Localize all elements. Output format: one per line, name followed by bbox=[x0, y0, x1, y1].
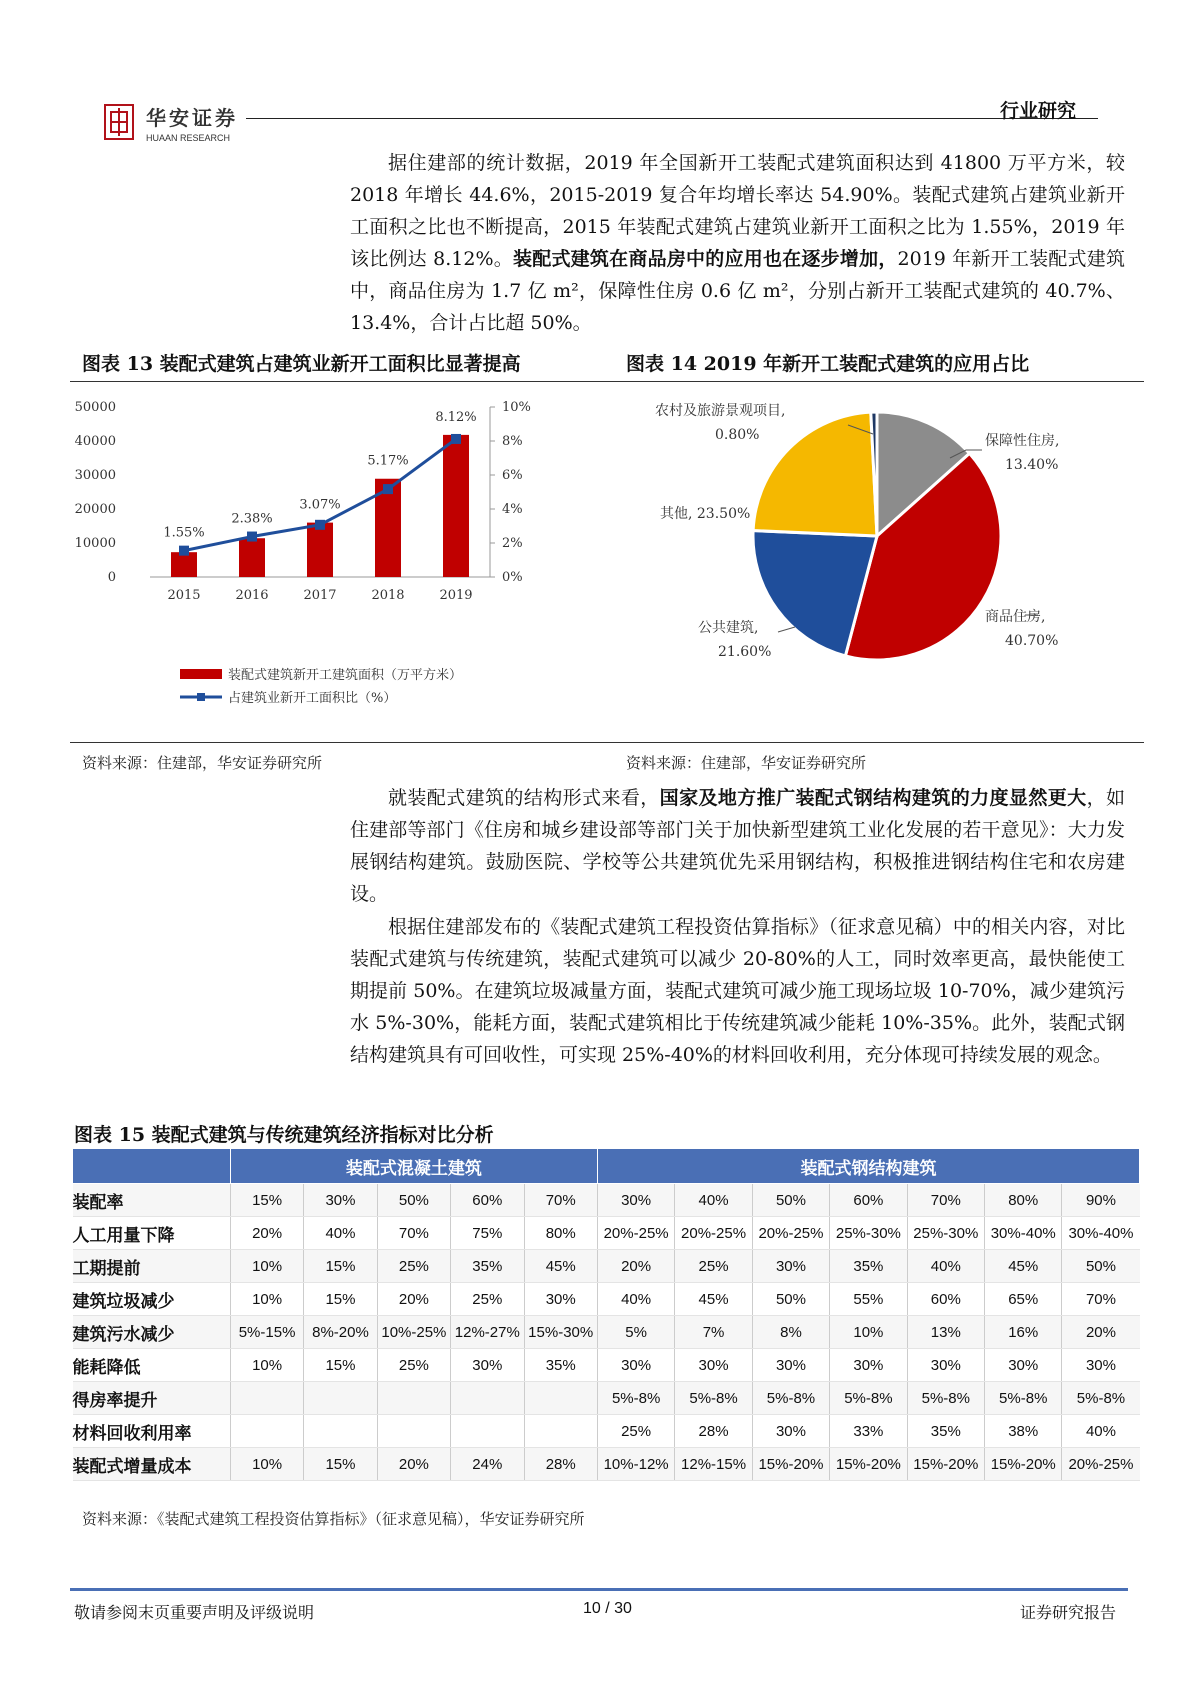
table-cell: 25% bbox=[451, 1283, 524, 1316]
table-cell: 20% bbox=[377, 1283, 450, 1316]
table-cell: 30%-40% bbox=[1062, 1217, 1140, 1250]
table-cell: 15%-20% bbox=[830, 1448, 907, 1481]
table-cell: 8%-20% bbox=[304, 1316, 377, 1349]
table15-source: 资料来源：《装配式建筑工程投资估算指标》（征求意见稿），华安证券研究所 bbox=[82, 1510, 585, 1528]
y-tick-label: 20000 bbox=[74, 502, 116, 517]
table-cell: 10%-25% bbox=[377, 1316, 450, 1349]
table-cell: 20%-25% bbox=[752, 1217, 829, 1250]
y-tick-label: 30000 bbox=[74, 468, 116, 483]
para1-bold: 装配式建筑在商品房中的应用也在逐步增加， bbox=[513, 248, 898, 270]
brand-subtitle: HUAAN RESEARCH bbox=[146, 133, 231, 143]
table-cell: 15% bbox=[304, 1448, 377, 1481]
footer-divider bbox=[70, 1588, 1128, 1591]
table-cell: 30% bbox=[907, 1349, 984, 1382]
table-cell bbox=[377, 1382, 450, 1415]
y-tick-label: 10000 bbox=[74, 536, 116, 551]
row-header: 装配式增量成本 bbox=[73, 1448, 231, 1481]
table-row bbox=[73, 1184, 1140, 1217]
table-cell: 16% bbox=[985, 1316, 1062, 1349]
table-cell: 5% bbox=[597, 1316, 674, 1349]
table-cell: 28% bbox=[675, 1415, 752, 1448]
ratio-point-2016 bbox=[247, 532, 257, 542]
table-cell: 60% bbox=[907, 1283, 984, 1316]
table-cell: 25% bbox=[675, 1250, 752, 1283]
table-cell: 35% bbox=[524, 1349, 597, 1382]
table-cell: 70% bbox=[524, 1184, 597, 1217]
table-cell bbox=[524, 1382, 597, 1415]
table-cell: 12%-27% bbox=[451, 1316, 524, 1349]
figure-top-rule bbox=[70, 381, 1144, 382]
row-header: 工期提前 bbox=[73, 1250, 231, 1283]
row-header: 建筑垃圾减少 bbox=[73, 1283, 231, 1316]
table-cell bbox=[377, 1415, 450, 1448]
y-tick-label: 50000 bbox=[74, 400, 116, 415]
table-cell: 5%-8% bbox=[830, 1382, 907, 1415]
y2-tick-label: 4% bbox=[502, 502, 523, 517]
table-cell: 10% bbox=[230, 1250, 303, 1283]
table-cell: 40% bbox=[304, 1217, 377, 1250]
brand-name: 华安证券 bbox=[146, 106, 238, 130]
x-tick-label: 2019 bbox=[439, 588, 473, 603]
ratio-label-2016: 2.38% bbox=[231, 511, 273, 527]
table-cell: 70% bbox=[377, 1217, 450, 1250]
figure-bottom-rule bbox=[70, 742, 1144, 743]
pie-label-4: 农村及旅游景观项目, bbox=[655, 403, 786, 419]
section-label: 行业研究 bbox=[1000, 100, 1077, 122]
table-cell: 8% bbox=[752, 1316, 829, 1349]
table-cell: 35% bbox=[907, 1415, 984, 1448]
table-cell: 30% bbox=[451, 1349, 524, 1382]
table-cell: 10% bbox=[230, 1283, 303, 1316]
table-cell: 5%-8% bbox=[675, 1382, 752, 1415]
table-cell: 15% bbox=[304, 1250, 377, 1283]
table-row bbox=[73, 1283, 1140, 1316]
table-cell: 20% bbox=[1062, 1316, 1140, 1349]
table-row bbox=[73, 1349, 1140, 1382]
row-header: 人工用量下降 bbox=[73, 1217, 231, 1250]
table-cell: 20% bbox=[230, 1217, 303, 1250]
table-cell: 50% bbox=[1062, 1250, 1140, 1283]
table-cell: 28% bbox=[524, 1448, 597, 1481]
para1-text: 据住建部的统计数据，2019 年全国新开工装配式建筑面积达到 41800 万平方米，较 2018 年增长 44.6%，2015-2019 复合年均增长率达 54.90%。装配式建筑占建筑业新开工面积之比也不断提高，2015 年装配式建筑占建筑业新开工面积之比为 1.55%，2019 年该比例达 8.12%。 bbox=[350, 152, 1125, 270]
y-tick-label: 0 bbox=[107, 570, 116, 585]
ratio-point-2019 bbox=[451, 434, 461, 444]
legend-line-label: 占建筑业新开工面积比（%） bbox=[228, 691, 397, 706]
pie-value-4: 0.80% bbox=[715, 427, 760, 443]
row-header: 材料回收利用率 bbox=[73, 1415, 231, 1448]
row-header: 得房率提升 bbox=[73, 1382, 231, 1415]
table-cell: 15% bbox=[230, 1184, 303, 1217]
y2-tick-label: 0% bbox=[502, 570, 523, 585]
table-cell: 30% bbox=[752, 1349, 829, 1382]
row-header: 能耗降低 bbox=[73, 1349, 231, 1382]
table-cell: 45% bbox=[524, 1250, 597, 1283]
ratio-point-2017 bbox=[315, 520, 325, 530]
row-header: 装配率 bbox=[73, 1184, 231, 1217]
figure14-source: 资料来源：住建部，华安证券研究所 bbox=[626, 754, 867, 772]
table-cell: 20% bbox=[377, 1448, 450, 1481]
table-cell: 20%-25% bbox=[675, 1217, 752, 1250]
table-cell: 13% bbox=[907, 1316, 984, 1349]
leader-public bbox=[778, 627, 795, 632]
table-cell: 35% bbox=[830, 1250, 907, 1283]
table-cell: 15%-30% bbox=[524, 1316, 597, 1349]
table-cell bbox=[304, 1415, 377, 1448]
table-cell: 24% bbox=[451, 1448, 524, 1481]
x-tick-label: 2016 bbox=[235, 588, 269, 603]
y2-tick-label: 2% bbox=[502, 536, 523, 551]
table-cell: 25%-30% bbox=[830, 1217, 907, 1250]
table-row bbox=[73, 1382, 1140, 1415]
bar-2019 bbox=[443, 435, 469, 577]
table-cell: 35% bbox=[451, 1250, 524, 1283]
table15-corner bbox=[73, 1149, 231, 1184]
table-cell: 90% bbox=[1062, 1184, 1140, 1217]
table-cell: 30% bbox=[752, 1250, 829, 1283]
table-cell: 5%-8% bbox=[752, 1382, 829, 1415]
bar-2017 bbox=[307, 523, 333, 577]
table-row bbox=[73, 1250, 1140, 1283]
table-row bbox=[73, 1316, 1140, 1349]
y2-tick-label: 10% bbox=[502, 400, 531, 415]
table-cell: 25% bbox=[597, 1415, 674, 1448]
ratio-label-2015: 1.55% bbox=[163, 525, 205, 541]
table-cell: 55% bbox=[830, 1283, 907, 1316]
pie-label-3: 其他, 23.50% bbox=[660, 506, 751, 522]
figure13-chart bbox=[70, 395, 610, 725]
table-cell bbox=[524, 1415, 597, 1448]
legend-line-marker bbox=[197, 693, 205, 701]
para2-text-2: ，如住建部等部门《住房和城乡建设部等部门关于加快新型建筑工业化发展的若干意见》：大力发展钢结构建筑。鼓励医院、学校等公共建筑优先采用钢结构，积极推进钢结构住宅和农房建设。 bbox=[350, 787, 1125, 905]
table-cell: 30% bbox=[524, 1283, 597, 1316]
footer-disclaimer: 敬请参阅末页重要声明及评级说明 bbox=[74, 1603, 315, 1622]
table-cell: 5%-8% bbox=[907, 1382, 984, 1415]
table-cell: 30% bbox=[752, 1415, 829, 1448]
table-cell: 20%-25% bbox=[597, 1217, 674, 1250]
para2-bold: 国家及地方推广装配式钢结构建筑的力度显然更大 bbox=[659, 787, 1087, 809]
pie-slice-3 bbox=[753, 412, 877, 536]
table-cell: 80% bbox=[985, 1184, 1062, 1217]
pie-value-2: 21.60% bbox=[718, 644, 772, 660]
table-cell: 40% bbox=[675, 1184, 752, 1217]
table-cell: 50% bbox=[752, 1184, 829, 1217]
legend-bar-swatch bbox=[180, 669, 222, 679]
table-cell bbox=[230, 1415, 303, 1448]
table-cell: 7% bbox=[675, 1316, 752, 1349]
y2-tick-label: 8% bbox=[502, 434, 523, 449]
table-cell: 5%-8% bbox=[985, 1382, 1062, 1415]
table-cell: 10% bbox=[830, 1316, 907, 1349]
table-cell: 10%-12% bbox=[597, 1448, 674, 1481]
pie-value-1: 40.70% bbox=[1005, 633, 1059, 649]
table-row bbox=[73, 1415, 1140, 1448]
row-header: 建筑污水减少 bbox=[73, 1316, 231, 1349]
table-cell: 70% bbox=[907, 1184, 984, 1217]
table15-header-row bbox=[73, 1149, 1140, 1184]
brand-logo-icon bbox=[104, 104, 134, 140]
table-cell: 30%-40% bbox=[985, 1217, 1062, 1250]
pie-label-1: 商品住房, bbox=[985, 609, 1046, 625]
table-cell: 30% bbox=[304, 1184, 377, 1217]
table-cell: 25%-30% bbox=[907, 1217, 984, 1250]
x-tick-label: 2015 bbox=[167, 588, 201, 603]
table-cell: 10% bbox=[230, 1448, 303, 1481]
para2-text: 就装配式建筑的结构形式来看， bbox=[388, 787, 660, 809]
footer-report-type: 证券研究报告 bbox=[1020, 1603, 1117, 1622]
table-cell: 50% bbox=[377, 1184, 450, 1217]
ratio-label-2017: 3.07% bbox=[299, 497, 341, 513]
x-tick-label: 2017 bbox=[303, 588, 337, 603]
pie-label-2: 公共建筑, bbox=[698, 620, 759, 636]
table-cell: 45% bbox=[985, 1250, 1062, 1283]
table-cell: 40% bbox=[907, 1250, 984, 1283]
table-cell bbox=[451, 1382, 524, 1415]
paragraph-2 bbox=[350, 782, 1125, 910]
table-cell: 50% bbox=[752, 1283, 829, 1316]
bar-2016 bbox=[239, 538, 265, 577]
bar-2015 bbox=[171, 552, 197, 577]
para3-text: 根据住建部发布的《装配式建筑工程投资估算指标》（征求意见稿）中的相关内容，对比装配式建筑与传统建筑，装配式建筑可以减少 20-80%的人工，同时效率更高，最快能使工期提前 50%。在建筑垃圾减量方面，装配式建筑可减少施工现场垃圾 10-70%，减少建筑污水 5%-30%，能耗方面，装配式建筑相比于传统建筑减少能耗 10%-35%。此外，装配式钢结构建筑具有可回收性，可实现 25%-40%的材料回收利用，充分体现可持续发展的观念。 bbox=[350, 916, 1125, 1066]
table-cell: 40% bbox=[597, 1283, 674, 1316]
table15 bbox=[72, 1148, 1140, 1481]
page-number: 10 / 30 bbox=[583, 1600, 632, 1617]
table-cell: 30% bbox=[597, 1184, 674, 1217]
legend-bar-label: 装配式建筑新开工建筑面积（万平方米） bbox=[228, 668, 463, 683]
ratio-point-2015 bbox=[179, 546, 189, 556]
table-cell: 15% bbox=[304, 1283, 377, 1316]
ratio-label-2019: 8.12% bbox=[435, 409, 477, 425]
table-cell: 65% bbox=[985, 1283, 1062, 1316]
table-cell: 30% bbox=[597, 1349, 674, 1382]
figure14-chart bbox=[620, 395, 1140, 695]
x-tick-label: 2018 bbox=[371, 588, 405, 603]
figure14-title: 图表 14 2019 年新开工装配式建筑的应用占比 bbox=[626, 353, 1030, 375]
table-cell: 10% bbox=[230, 1349, 303, 1382]
table-cell bbox=[451, 1415, 524, 1448]
table-cell: 12%-15% bbox=[675, 1448, 752, 1481]
group-concrete: 装配式混凝土建筑 bbox=[230, 1149, 597, 1184]
y2-tick-label: 6% bbox=[502, 468, 523, 483]
table-row bbox=[73, 1448, 1140, 1481]
table-cell: 20%-25% bbox=[1062, 1448, 1140, 1481]
table-cell: 15%-20% bbox=[752, 1448, 829, 1481]
table-cell: 45% bbox=[675, 1283, 752, 1316]
table-cell: 30% bbox=[1062, 1349, 1140, 1382]
paragraph-3 bbox=[350, 911, 1125, 1071]
figure13-source: 资料来源：住建部，华安证券研究所 bbox=[82, 754, 323, 772]
table-cell bbox=[304, 1382, 377, 1415]
table-cell: 33% bbox=[830, 1415, 907, 1448]
table-cell: 75% bbox=[451, 1217, 524, 1250]
header-divider bbox=[246, 118, 1098, 119]
table-cell: 25% bbox=[377, 1250, 450, 1283]
table-cell: 30% bbox=[985, 1349, 1062, 1382]
table-cell: 15% bbox=[304, 1349, 377, 1382]
ratio-point-2018 bbox=[383, 484, 393, 494]
table-cell: 60% bbox=[830, 1184, 907, 1217]
table-cell: 30% bbox=[830, 1349, 907, 1382]
table-cell: 15%-20% bbox=[907, 1448, 984, 1481]
table-cell: 5%-8% bbox=[1062, 1382, 1140, 1415]
table-cell: 60% bbox=[451, 1184, 524, 1217]
figure13-title: 图表 13 装配式建筑占建筑业新开工面积比显著提高 bbox=[82, 353, 521, 375]
para1-text-2: 2019 年新开工装配式建筑中，商品住房为 1.7 亿 m²，保障性住房 0.6 亿 m²，分别占新开工装配式建筑的 40.7%、13.4%，合计占比超 50%。 bbox=[350, 248, 1125, 334]
table-cell: 5%-8% bbox=[597, 1382, 674, 1415]
table15-title: 图表 15 装配式建筑与传统建筑经济指标对比分析 bbox=[74, 1124, 494, 1146]
table-cell: 40% bbox=[1062, 1415, 1140, 1448]
table-cell: 30% bbox=[675, 1349, 752, 1382]
table-cell: 20% bbox=[597, 1250, 674, 1283]
table-cell: 15%-20% bbox=[985, 1448, 1062, 1481]
table-cell: 70% bbox=[1062, 1283, 1140, 1316]
table-row bbox=[73, 1217, 1140, 1250]
pie-label-0: 保障性住房, bbox=[985, 433, 1060, 449]
ratio-label-2018: 5.17% bbox=[367, 453, 409, 469]
group-steel: 装配式钢结构建筑 bbox=[597, 1149, 1139, 1184]
table-cell: 25% bbox=[377, 1349, 450, 1382]
table-cell: 5%-15% bbox=[230, 1316, 303, 1349]
pie-value-0: 13.40% bbox=[1005, 457, 1059, 473]
table-cell bbox=[230, 1382, 303, 1415]
y-tick-label: 40000 bbox=[74, 434, 116, 449]
paragraph-1 bbox=[350, 147, 1125, 339]
table-cell: 80% bbox=[524, 1217, 597, 1250]
table-cell: 38% bbox=[985, 1415, 1062, 1448]
